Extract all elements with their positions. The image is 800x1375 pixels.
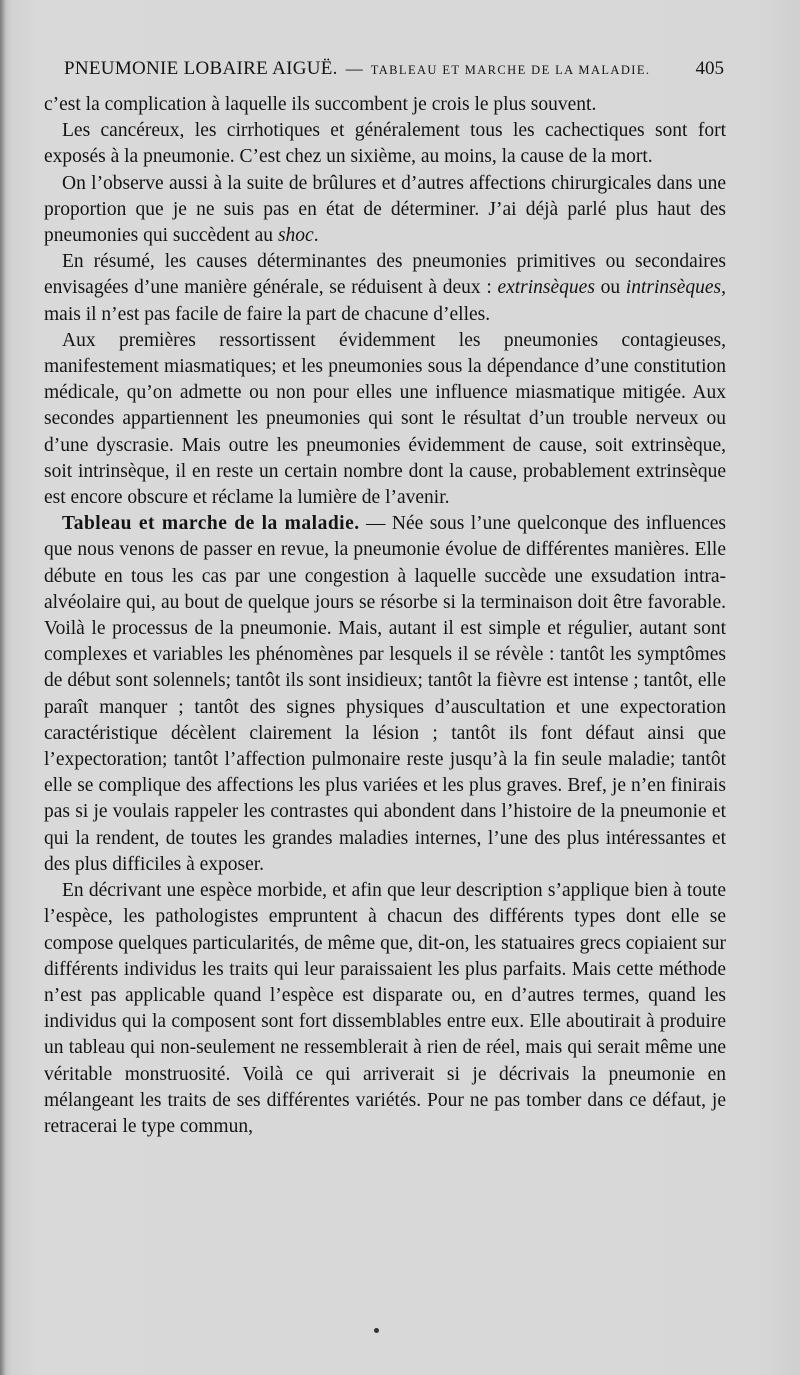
header-title: PNEUMONIE LOBAIRE AIGUË. — [64, 58, 338, 79]
paragraph-text: — Née sous l’une quelconque des influences que nous venons de passer en revue, la pneumonie évolue de différentes manières. Elle débute en tous les cas par une congestion à laquelle succède une exsudation intra-alvéolaire qui, au bout de quelque jours se résorbe si la terminaison doit être favorable. Voilà le processus de la pneumonie. Mais, autant il est simple et régulier, autant sont complexes et variables les phénomènes par lesquels il se révèle : tantôt les symptômes de début sont solennels; tantôt ils sont insidieux; tantôt la fièvre est intense ; tantôt, elle paraît manquer ; tantôt des signes physiques d’auscultation et une expectoration caractéristique décèlent clairement la lésion ; tantôt ils font défaut ainsi que l’expectoration; tantôt l’affection pulmonaire reste jusqu’à la fin seule maladie; tantôt elle se complique des affections les plus variées et les plus graves. Bref, je n’en finirais pas si je voulais rappeler les contrastes qui abondent dans l’histoire de la pneumonie et qui la rendent, de toutes les grandes maladies internes, l’une des plus intéressantes et des plus difficiles à exposer. — [44, 513, 726, 875]
paragraph-7 — [44, 878, 726, 1140]
page-binding-edge — [0, 0, 6, 1375]
header-separator: — — [345, 59, 363, 78]
paragraph-5 — [44, 328, 726, 511]
paragraph-2 — [44, 118, 726, 170]
section-heading: Tableau et marche de la maladie. — [62, 513, 360, 535]
paragraph-text: Les cancéreux, les cirrhotiques et généralement tous les cachectiques sont fort exposés à la pneumonie. C’est chez un sixième, au moins, la cause de la mort. — [44, 120, 726, 168]
paragraph-text: , mais il n’est pas facile de faire la part de chacune d’elles. — [44, 277, 727, 325]
paragraph-text: . — [313, 225, 319, 247]
paragraph-6 — [44, 511, 726, 878]
page-number: 405 — [695, 58, 724, 79]
body-text — [44, 92, 726, 1140]
paragraph-1 — [44, 92, 726, 118]
header-subtitle: TABLEAU ET MARCHE DE LA MALADIE. — [370, 63, 651, 77]
paragraph-text: ou — [594, 277, 626, 299]
paragraph-4 — [44, 249, 726, 328]
paragraph-text: Aux premières ressortissent évidemment les pneumonies contagieuses, manifestement miasmatiques; et les pneumonies sous la dépendance d’une constitution médicale, qu’on admette ou non pour elles une influence miasmatique mitigée. Aux secondes appartiennent les pneumonies qui sont le résultat d’un trouble nerveux ou d’une dyscrasie. Mais outre les pneumonies évidemment de cause, soit extrinsèque, soit intrinsèque, il en reste un certain nombre dont la cause, probablement extrinsèque est encore obscure et réclame la lumière de l’avenir. — [44, 329, 726, 509]
paragraph-text: On l’observe aussi à la suite de brûlures et d’autres affections chirurgicales dans une proportion que je ne suis pas en état de déterminer. J’ai déjà parlé plus haut des pneumonies qui succèdent au — [44, 172, 726, 247]
print-dot — [374, 1328, 379, 1333]
paragraph-text: c’est la complication à laquelle ils succombent je crois le plus souvent. — [44, 94, 597, 115]
italic-term: extrinsèques — [497, 277, 595, 299]
paragraph-text: En décrivant une espèce morbide, et afin que leur description s’applique bien à toute l’espèce, les pathologistes empruntent à chacun des différents types dont elle se compose quelques particularités, de même que, dit-on, les statuaires grecs copiaient sur différents individus les traits qui leur paraissaient les plus parfaits. Mais cette méthode n’est pas applicable quand l’espèce est disparate ou, en d’autres termes, quand les individus qui la composent sont fort dissemblables entre eux. Elle aboutirait à produire un tableau qui non-seulement ne ressemblerait à rien de réel, mais qui serait même une véritable monstruosité. Voilà ce qui arriverait si je décrivais la pneumonie en mélangeant les traits de ses différentes variétés. Pour ne pas tomber dans ce défaut, je retracerai le type commun, — [44, 880, 726, 1137]
running-header — [64, 58, 724, 88]
italic-term: intrinsèques — [625, 277, 722, 299]
paragraph-3 — [44, 171, 726, 250]
italic-term: shoc — [277, 225, 314, 247]
paragraph-text: En résumé, les causes déterminantes des pneumonies primitives ou secondaires envisagées d’une manière générale, se réduisent à deux : — [44, 251, 726, 299]
